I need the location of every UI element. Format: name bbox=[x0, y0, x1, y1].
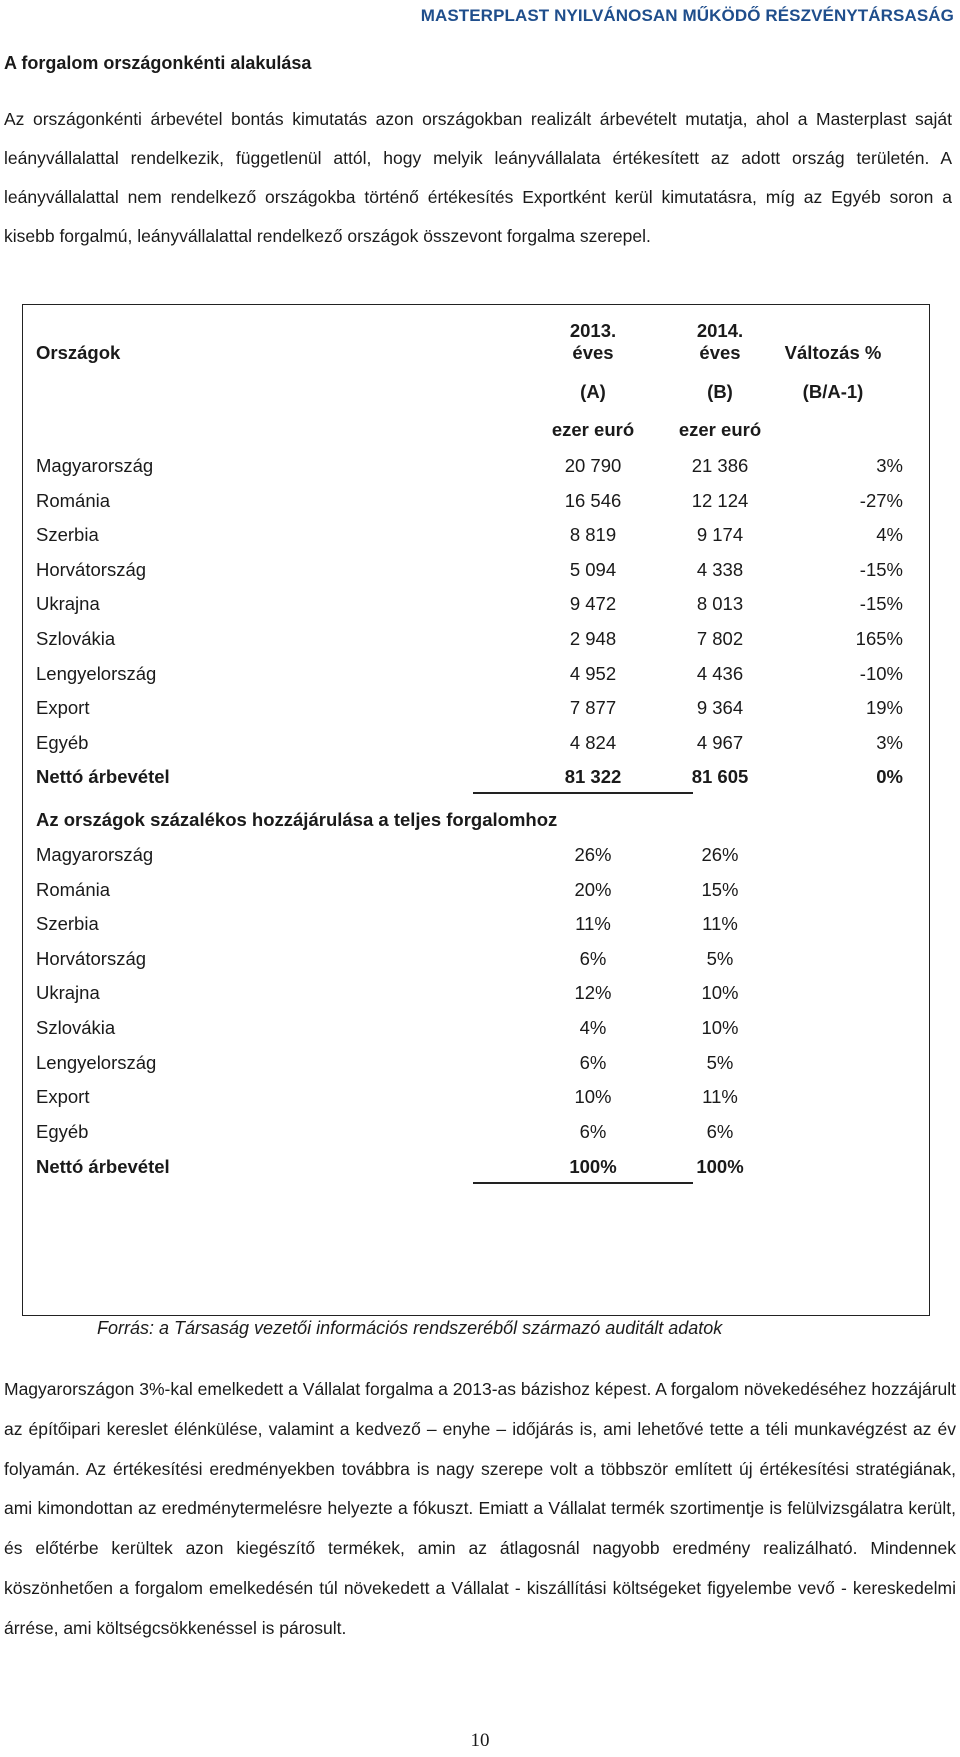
share-row-2014: 11% bbox=[702, 1086, 738, 1108]
row-value-2013: 4 952 bbox=[569, 662, 617, 684]
revenue-by-country-table bbox=[22, 304, 930, 1316]
row-country: Magyarország bbox=[36, 455, 154, 476]
share-row-2014: 10% bbox=[701, 982, 739, 1004]
row-value-2014: 9 174 bbox=[696, 524, 744, 546]
share-row-country: Lengyelország bbox=[36, 1051, 157, 1073]
row-value-2014: 4 338 bbox=[696, 558, 744, 580]
share-row-country: Románia bbox=[36, 878, 111, 900]
row-change: 3% bbox=[876, 455, 903, 476]
row-change: -15% bbox=[859, 593, 903, 615]
row-change: -27% bbox=[859, 489, 903, 511]
row-value-2014: 21 386 bbox=[691, 455, 749, 476]
share-row-2014: 11% bbox=[702, 913, 738, 935]
share-row-country: Magyarország bbox=[36, 844, 154, 865]
row-value-2014: 4 436 bbox=[696, 662, 744, 684]
share-row-2014: 15% bbox=[701, 878, 739, 900]
share-row-2013: 6% bbox=[579, 1120, 607, 1142]
row-change: 19% bbox=[865, 697, 903, 719]
share-total-label: Nettó árbevétel bbox=[36, 1156, 170, 1178]
share-row-country: Szerbia bbox=[36, 913, 99, 935]
row-value-2014: 8 013 bbox=[696, 593, 744, 615]
row-change: -10% bbox=[859, 662, 903, 684]
header-change-formula: (B/A-1) bbox=[802, 381, 864, 402]
header-a-unit: ezer euró bbox=[551, 419, 635, 440]
row-change: 165% bbox=[855, 628, 903, 649]
header-b-period: éves bbox=[699, 342, 741, 363]
row-value-2013: 5 094 bbox=[569, 558, 617, 580]
row-country: Horvátország bbox=[36, 558, 147, 580]
header-change-title: Változás % bbox=[784, 342, 882, 363]
share-total-2014: 100% bbox=[696, 1156, 744, 1178]
header-b-year: 2014. bbox=[696, 320, 744, 341]
share-row-2013: 12% bbox=[574, 982, 612, 1004]
row-country: Ukrajna bbox=[36, 593, 100, 615]
row-value-2013: 7 877 bbox=[569, 697, 617, 719]
row-value-2014: 4 967 bbox=[696, 731, 744, 753]
share-row-2013: 4% bbox=[579, 1017, 607, 1038]
row-value-2014: 12 124 bbox=[691, 489, 749, 511]
share-section-title: Az országok százalékos hozzájárulása a teljes forgalomhoz bbox=[36, 809, 558, 831]
share-row-country: Egyéb bbox=[36, 1120, 89, 1142]
header-b-code: (B) bbox=[707, 381, 733, 402]
row-country: Románia bbox=[36, 489, 111, 511]
header-a-period: éves bbox=[572, 342, 614, 363]
row-value-2013: 8 819 bbox=[569, 524, 617, 546]
header-b-unit: ezer euró bbox=[678, 419, 762, 440]
row-value-2014: 7 802 bbox=[696, 628, 744, 649]
row-value-2013: 2 948 bbox=[569, 628, 617, 649]
share-row-country: Horvátország bbox=[36, 947, 147, 969]
share-row-2013: 20% bbox=[574, 878, 612, 900]
total-underline bbox=[473, 792, 693, 794]
row-value-2013: 9 472 bbox=[569, 593, 617, 615]
page-number: 10 bbox=[470, 1730, 490, 1751]
row-country: Export bbox=[36, 697, 90, 719]
share-row-2013: 6% bbox=[579, 1051, 607, 1073]
share-total-2013: 100% bbox=[569, 1156, 617, 1178]
share-row-2014: 5% bbox=[706, 1051, 734, 1073]
row-country: Szerbia bbox=[36, 524, 99, 546]
row-value-2013: 4 824 bbox=[569, 731, 617, 753]
share-row-2014: 6% bbox=[706, 1120, 734, 1142]
share-row-country: Ukrajna bbox=[36, 982, 100, 1004]
total-change: 0% bbox=[876, 766, 903, 788]
row-change: -15% bbox=[859, 558, 903, 580]
source-note: Forrás: a Társaság vezetői információs rendszeréből származó auditált adatok bbox=[97, 1318, 723, 1338]
share-row-2014: 26% bbox=[701, 844, 739, 865]
section-title: A forgalom országonkénti alakulása bbox=[4, 53, 312, 73]
row-country: Lengyelország bbox=[36, 662, 157, 684]
share-row-2014: 10% bbox=[701, 1017, 739, 1038]
header-a-code: (A) bbox=[580, 381, 606, 402]
row-country: Egyéb bbox=[36, 731, 89, 753]
row-value-2014: 9 364 bbox=[696, 697, 744, 719]
share-row-2013: 11% bbox=[575, 913, 611, 935]
row-value-2013: 20 790 bbox=[564, 455, 622, 476]
total-value-2014: 81 605 bbox=[691, 766, 749, 788]
row-change: 3% bbox=[876, 731, 903, 753]
body-paragraph: Magyarországon 3%-kal emelkedett a Vállalat forgalma a 2013-as bázishoz képest. A forgalom növekedéséhez hozzájárult az építőipari kereslet élénkülése, valamint a kedvező – enyhe – időjárás is, ami lehetővé tette a téli munkavégzést az év folyamán. Az értékesítési eredményekben továbbra is nagy szerepe volt a többször említett új értékesítési stratégiának, ami kimondottan az eredménytermelésre helyezte a fókuszt. Emiatt a Vállalat termék szortimentje is felülvizsgálatra került, és előtérbe kerültek azon kiegészítő termékek, amin az átlagosnál nagyobb eredmény realizálható. Mindennek köszönhetően a forgalom emelkedésén túl növekedett a Vállalat - kiszállítási költségeket figyelembe vevő - kereskedelmi árrése, ami költségcsökkenéssel is párosult. bbox=[4, 1379, 956, 1638]
intro-paragraph: Az országonkénti árbevétel bontás kimutatás azon országokban realizált árbevételt mutatja, ahol a Masterplast saját leányvállalattal rendelkezik, függetlenül attól, hogy melyik leányvállalata értékesített az adott ország területén. A leányvállalattal nem rendelkező országokba történő értékesítés Exportként kerül kimutatásra, míg az Egyéb soron a kisebb forgalmú, leányvállalattal rendelkező országok összevont forgalma szerepel. bbox=[4, 109, 952, 246]
share-row-country: Szlovákia bbox=[36, 1017, 116, 1038]
total-label: Nettó árbevétel bbox=[36, 766, 170, 788]
share-row-2014: 5% bbox=[706, 947, 734, 969]
share-total-underline bbox=[473, 1182, 693, 1184]
share-row-2013: 10% bbox=[574, 1086, 612, 1108]
share-row-2013: 6% bbox=[579, 947, 607, 969]
header-countries-label: Országok bbox=[36, 342, 121, 363]
share-row-2013: 26% bbox=[574, 844, 612, 865]
row-country: Szlovákia bbox=[36, 628, 116, 649]
row-value-2013: 16 546 bbox=[564, 489, 622, 511]
row-change: 4% bbox=[876, 524, 903, 546]
company-header: MASTERPLAST NYILVÁNOSAN MŰKÖDŐ RÉSZVÉNYTÁRSASÁG bbox=[420, 6, 954, 25]
header-a-year: 2013. bbox=[569, 320, 617, 341]
share-row-country: Export bbox=[36, 1086, 90, 1108]
total-value-2013: 81 322 bbox=[564, 766, 622, 788]
